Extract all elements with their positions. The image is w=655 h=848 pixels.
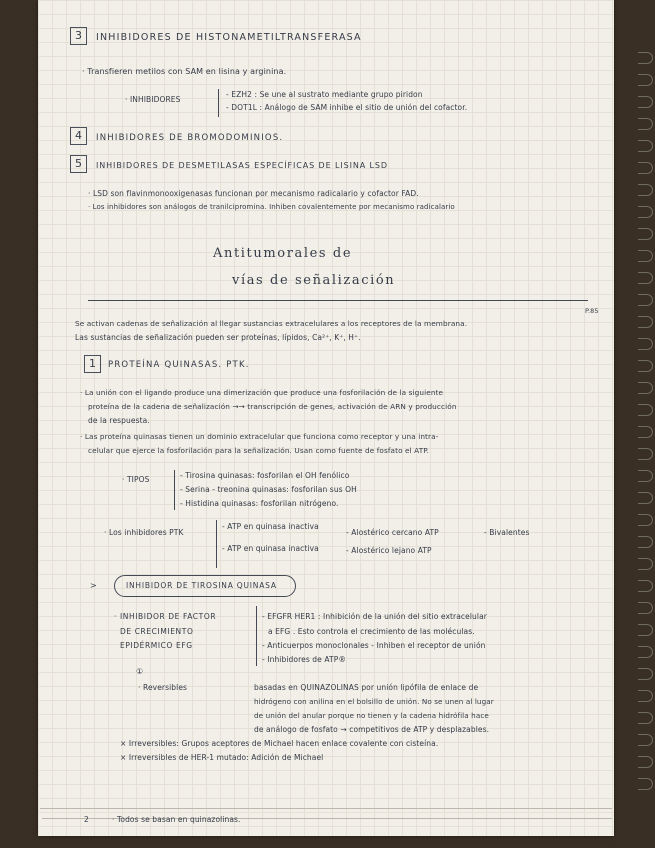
list-item: - Serina - treonina quinasas: fosforilan sus OH [180, 485, 357, 494]
note-line: - DOT1L : Análogo de SAM inhibe el sitio de unión del cofactor. [226, 103, 468, 112]
brace-line [218, 89, 219, 117]
note-line: - EZH2 : Se une al sustrato mediante grupo piridon [226, 90, 423, 99]
list-item: - Bivalentes [484, 528, 530, 537]
list-label: DE CRECIMIENTO [120, 627, 194, 636]
margin-note: P.85 [585, 307, 599, 315]
note-line: de la respuesta. [88, 416, 150, 425]
section-heading: INHIBIDORES DE BROMODOMINIOS. [96, 133, 284, 143]
note-line: celular que ejerce la fosforilación para la señalización. Usan como fuente de fosfato el ATP. [88, 446, 430, 455]
main-title-line-2: vías de señalización [232, 273, 396, 288]
note-line: · Las proteína quinasas tienen un dominio extracelular que funciona como receptor y una intra- [80, 432, 439, 441]
note-line: × Irreversibles: Grupos aceptores de Michael hacen enlace covalente con cisteína. [120, 739, 439, 748]
section-number-box: 1 [84, 355, 101, 373]
list-item: - ATP en quinasa inactiva [222, 522, 319, 531]
list-item: - EFGFR HER1 : Inhibición de la unión del sitio extracelular [262, 612, 487, 621]
main-title-line-1: Antitumorales de [213, 246, 353, 261]
note-line: · Transfieren metilos con SAM en lisina y arginina. [82, 67, 287, 76]
brace-line [256, 606, 257, 666]
note-line: · LSD son flavinmonooxigenasas funcionan por mecanismo radicalario y cofactor FAD. [88, 189, 419, 198]
list-label: EPIDÉRMICO EFG [120, 641, 193, 650]
list-item: - Alostérico lejano ATP [346, 546, 432, 555]
intro-line: Las sustancias de señalización pueden ser proteínas, lípidos, Ca²⁺, K⁺, H⁺. [75, 333, 361, 342]
note-line: hidrógeno con anilina en el bolsillo de unión. No se unen al lugar [254, 697, 494, 706]
list-item: - Histidina quinasas: fosforilan nitrógeno. [180, 499, 339, 508]
list-item: - Tirosina quinasas: fosforilan el OH fenólico [180, 471, 350, 480]
note-line: de unión del anular porque no tienen y la cadena hidrófila hace [254, 711, 489, 720]
list-item: - ATP en quinasa inactiva [222, 544, 319, 553]
list-item: a EFG . Esto controla el crecimiento de las moléculas. [268, 627, 475, 636]
note-line: proteína de la cadena de señalización →→ transcripción de genes, activación de ARN y producción [88, 402, 457, 411]
brace-line [216, 520, 217, 568]
list-label: · INHIBIDOR DE FACTOR [114, 612, 217, 621]
circled-mark: ① [136, 667, 144, 676]
note-line: · Los inhibidores son análogos de tranilcipromina. Inhiben covalentemente por mecanismo radicalario [88, 203, 455, 211]
list-label: · INHIBIDORES [125, 95, 181, 104]
oval-heading: INHIBIDOR DE TIROSINA QUINASA [126, 581, 277, 590]
footer-note: · Todos se basan en quinazolinas. [112, 815, 241, 824]
title-underline [88, 300, 588, 301]
list-item: - Alostérico cercano ATP [346, 528, 439, 537]
arrow-mark: > [90, 581, 97, 590]
section-number-box: 4 [70, 127, 87, 145]
section-number-box: 5 [70, 155, 87, 173]
note-line: basadas en QUINAZOLINAS por unión lipófila de enlace de [254, 683, 479, 692]
list-label: · Reversibles [138, 683, 188, 692]
brace-line [174, 470, 175, 510]
note-line: de análogo de fosfato → competitivos de ATP y desplazables. [254, 725, 490, 734]
intro-line: Se activan cadenas de señalización al llegar sustancias extracelulares a los receptores de la membrana. [75, 319, 468, 328]
section-heading: INHIBIDORES DE DESMETILASAS ESPECÍFICAS DE LISINA LSD [96, 161, 388, 170]
note-line: × Irreversibles de HER-1 mutado: Adición de Michael [120, 753, 324, 762]
list-label: · TIPOS [122, 475, 150, 484]
list-item: - Anticuerpos monoclonales - Inhiben el receptor de unión [262, 641, 486, 650]
section-heading: PROTEÍNA QUINASAS. PTK. [108, 360, 250, 370]
list-label: · Los inhibidores PTK [104, 528, 184, 537]
section-number-box: 3 [70, 27, 87, 45]
note-line: · La unión con el ligando produce una dimerización que produce una fosforilación de la siguiente [80, 388, 444, 397]
section-heading: INHIBIDORES DE HISTONAMETILTRANSFERASA [96, 32, 362, 43]
page-number: 2 [84, 815, 89, 824]
list-item: - Inhibidores de ATP® [262, 655, 346, 664]
